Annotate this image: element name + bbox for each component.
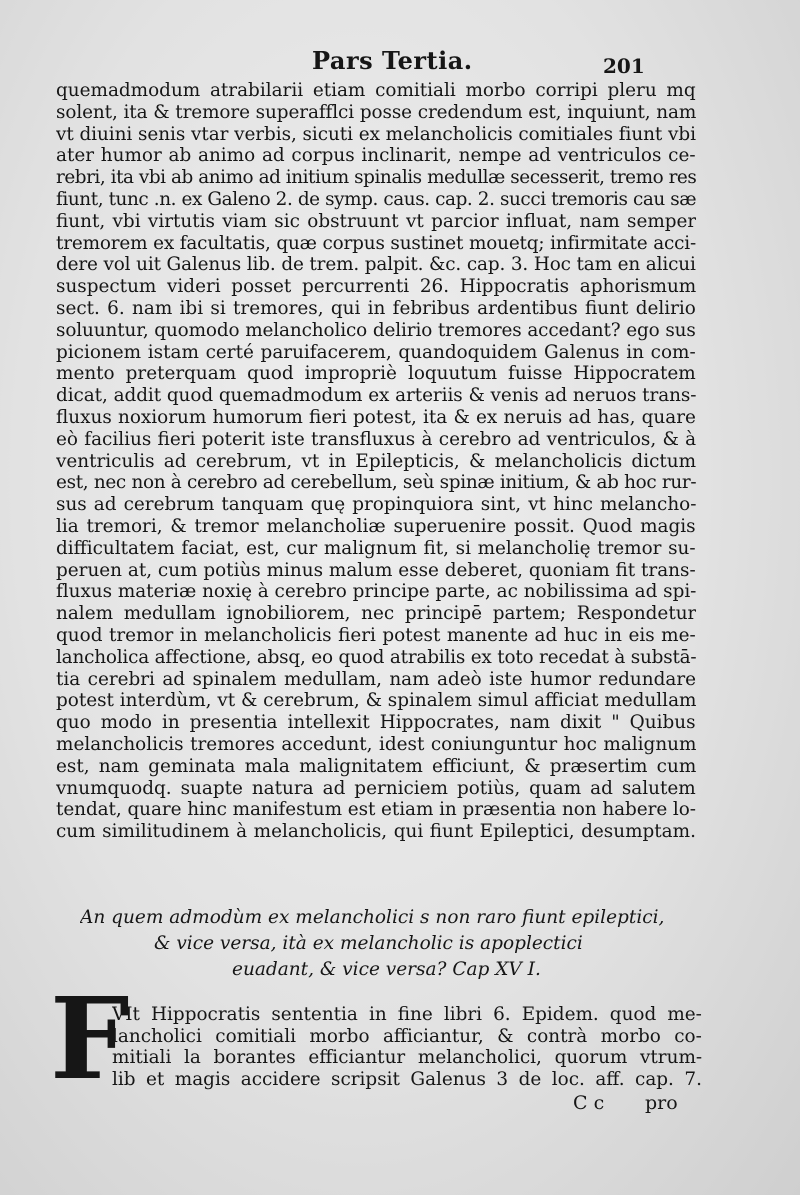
signature-mark: C c (573, 1092, 605, 1114)
text-line: solent, ita & tremore superafflci posse credendum est, inquiunt, nam (56, 101, 696, 123)
heading-line: euadant, & vice versa? Cap XV I. (232, 959, 541, 980)
text-line: lib et magis accidere scripsit Galenus 3 de loc. aff. cap. 7. (112, 1068, 702, 1090)
chapter-heading (80, 905, 700, 983)
page-number: 201 (603, 54, 645, 78)
text-line: mento preterquam quod impropriè loquutum fuisse Hippocratem (56, 363, 696, 385)
text-line: quod tremor in melancholicis fieri potest manente ad huc in eis me- (56, 624, 696, 646)
page-footer (0, 1092, 800, 1122)
page-header (0, 40, 800, 80)
heading-line: An quem admodùm ex melancholici s non raro fiunt epileptici, (80, 907, 665, 928)
text-line: lancholici comitiali morbo afficiantur, & contrà morbo co- (112, 1025, 702, 1047)
text-line: dere vol uit Galenus lib. de trem. palpit. &c. cap. 3. Hoc tam en alicui (56, 254, 696, 276)
text-line: sus ad cerebrum tanquam quę propinquiora sint, vt hinc melancho- (56, 494, 696, 516)
text-line: mitiali la borantes efficiantur melancholici, quorum vtrum- (112, 1047, 702, 1068)
text-line: rebri, ita vbi ab animo ad initium spinalis medullæ secesserit, tremo res (56, 167, 696, 189)
text-line: fiunt, tunc .n. ex Galeno 2. de symp. caus. cap. 2. succi tremoris cau sæ (56, 188, 696, 210)
text-line: VIt Hippocratis sententia in fine libri 6. Epidem. quod me- (112, 1004, 702, 1025)
text-line: fluxus noxiorum humorum fieri potest, ita & ex neruis ad has, quare (56, 406, 696, 428)
text-line: ater humor ab animo ad corpus inclinarit, nempe ad ventriculos ce- (56, 145, 696, 167)
text-line: est, nec non à cerebro ad cerebellum, seù spinæ initium, & ab hoc rur- (56, 472, 696, 494)
catchword: pro (645, 1092, 678, 1114)
text-line: soluuntur, quomodo melancholico delirio tremores accedant? ego sus (56, 319, 696, 341)
text-line: eò facilius fieri poterit iste transfluxus à cerebro ad ventriculos, & à (56, 428, 696, 450)
drop-cap-initial: F (50, 974, 130, 1105)
opening-paragraph (112, 1004, 702, 1090)
text-line: suspectum videri posset percurrenti 26. Hippocratis aphorismum (56, 276, 696, 298)
text-line: sect. 6. nam ibi si tremores, qui in febribus ardentibus fiunt delirio (56, 297, 696, 319)
text-line: potest interdùm, vt & cerebrum, & spinalem simul afficiat medullam (56, 690, 696, 712)
body-paragraph (56, 80, 696, 843)
running-title: Pars Tertia. (312, 46, 473, 75)
text-line: tremorem ex facultatis, quæ corpus sustinet mouetq; infirmitate acci- (56, 232, 696, 254)
text-line: fiunt, vbi virtutis viam sic obstruunt vt parcior influat, nam semper (56, 210, 696, 232)
text-line: est, nam geminata mala malignitatem efficiunt, & præsertim cum (56, 755, 696, 777)
text-line: nalem medullam ignobiliorem, nec principē partem; Respondetur (56, 603, 696, 625)
text-line: fluxus materiæ noxię à cerebro principe parte, ac nobilissima ad spi- (56, 581, 696, 603)
text-line: quo modo in presentia intellexit Hippocrates, nam dixit " Quibus (56, 712, 696, 734)
text-line: ventriculis ad cerebrum, vt in Epilepticis, & melancholicis dictum (56, 450, 696, 472)
text-line: melancholicis tremores accedunt, idest coniunguntur hoc malignum (56, 733, 696, 755)
heading-line: & vice versa, ità ex melancholic is apoplectici (154, 933, 583, 954)
text-line: lia tremori, & tremor melancholiæ superuenire possit. Quod magis (56, 515, 696, 537)
text-line: difficultatem faciat, est, cur malignum fit, si melancholię tremor su- (56, 537, 696, 559)
text-line: quemadmodum atrabilarii etiam comitiali morbo corripi pleru mq (56, 80, 696, 101)
text-line: cum similitudinem à melancholicis, qui fiunt Epileptici, desumptam. (56, 821, 696, 843)
text-line: tendat, quare hinc manifestum est etiam in præsentia non habere lo- (56, 799, 696, 821)
text-line: lancholica affectione, absq, eo quod atrabilis ex toto recedat à substā- (56, 646, 696, 668)
text-line: vt diuini senis vtar verbis, sicuti ex melancholicis comitiales fiunt vbi (56, 123, 696, 145)
text-line: tia cerebri ad spinalem medullam, nam adeò iste humor redundare (56, 668, 696, 690)
text-line: picionem istam certé paruifacerem, quandoquidem Galenus in com- (56, 341, 696, 363)
text-line: peruen at, cum potiùs minus malum esse deberet, quoniam fit trans- (56, 559, 696, 581)
text-line: vnumquodq. suapte natura ad perniciem potiùs, quam ad salutem (56, 777, 696, 799)
text-line: dicat, addit quod quemadmodum ex arteriis & venis ad neruos trans- (56, 385, 696, 407)
